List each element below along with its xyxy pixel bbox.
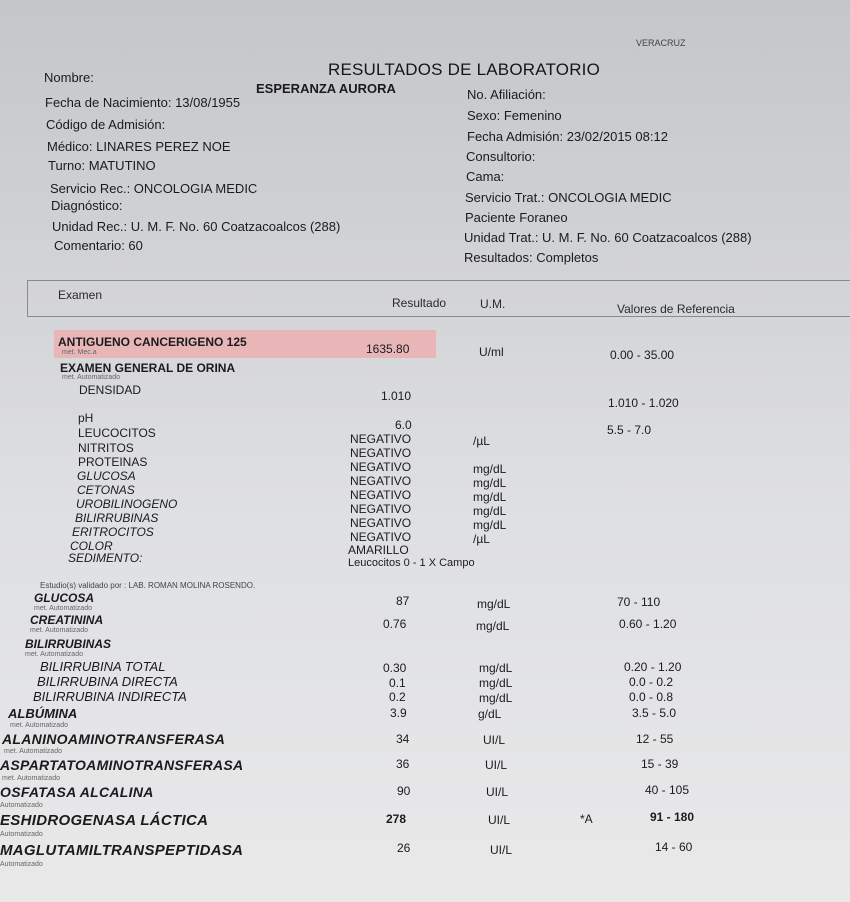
urine-method: met. Automatizado: [62, 374, 120, 381]
glucosa-result: 87: [396, 594, 410, 608]
albumina-unit: g/dL: [478, 707, 502, 721]
fa-method: Automatizado: [0, 802, 43, 809]
bili-directa-ref: 0.0 - 0.2: [629, 675, 674, 689]
urine-name-color: COLOR: [70, 539, 113, 553]
urine-unit-proteinas: mg/dL: [473, 462, 507, 476]
alt-result: 34: [396, 732, 410, 746]
albumina-result: 3.9: [390, 706, 407, 720]
creatinina-ref: 0.60 - 1.20: [619, 617, 677, 631]
urine-result-color: AMARILLO: [348, 543, 409, 557]
dhl-name: ESHIDROGENASA LÁCTICA: [0, 812, 209, 829]
creatinina-unit: mg/dL: [476, 619, 510, 633]
urine-unit-leucocitos: /µL: [473, 434, 490, 448]
urine-result-ph: 6.0: [395, 418, 412, 432]
ca125-method: met. Mec.a: [62, 349, 97, 356]
patient-name: ESPERANZA AURORA: [256, 81, 396, 96]
ca125-unit: U/ml: [479, 345, 504, 359]
urine-title: EXAMEN GENERAL DE ORINA: [60, 361, 236, 375]
creatinina-method: met. Automatizado: [30, 627, 88, 634]
state-label: VERACRUZ: [636, 38, 686, 48]
field-afiliacion: No. Afiliación:: [467, 87, 546, 102]
albumina-name: ALBÚMINA: [8, 706, 78, 721]
urine-name-proteinas: PROTEINAS: [78, 455, 148, 469]
urine-unit-urobilinogeno: mg/dL: [473, 504, 507, 518]
fa-name: OSFATASA ALCALINA: [0, 784, 154, 800]
validated-by: Estudio(s) validado por : LAB. ROMAN MOLINA ROSENDO.: [40, 581, 256, 590]
field-diagnostico: Diagnóstico:: [51, 198, 123, 213]
urine-name-glucosa: GLUCOSA: [77, 469, 136, 483]
col-resultado: Resultado: [392, 296, 447, 310]
fa-result: 90: [397, 784, 411, 798]
field-unidad-trat: Unidad Trat.: U. M. F. No. 60 Coatzacoalcos (288): [464, 230, 752, 245]
urine-unit-bilirrubinas: mg/dL: [473, 518, 507, 532]
col-um: U.M.: [480, 297, 506, 311]
dhl-ref: 91 - 180: [650, 810, 695, 824]
field-resultados: Resultados: Completos: [464, 250, 599, 265]
dhl-method: Automatizado: [0, 831, 43, 838]
urine-name-leucocitos: LEUCOCITOS: [78, 426, 156, 440]
field-unidad-rec: Unidad Rec.: U. M. F. No. 60 Coatzacoalcos (288): [52, 219, 341, 234]
alt-unit: UI/L: [483, 733, 506, 747]
albumina-ref: 3.5 - 5.0: [632, 706, 677, 720]
ggt-ref: 14 - 60: [655, 840, 693, 854]
alt-name: ALANINOAMINOTRANSFERASA: [2, 731, 226, 747]
urine-result-nitritos: NEGATIVO: [350, 446, 412, 460]
ast-name: ASPARTATOAMINOTRANSFERASA: [0, 757, 244, 773]
ast-result: 36: [396, 757, 410, 771]
fa-unit: UI/L: [486, 785, 509, 799]
field-servicio-trat: Servicio Trat.: ONCOLOGIA MEDIC: [465, 190, 672, 205]
bili-title: BILIRRUBINAS: [25, 637, 111, 651]
ggt-name: MAGLUTAMILTRANSPEPTIDASA: [0, 842, 244, 859]
bili-directa-name: BILIRRUBINA DIRECTA: [37, 674, 178, 689]
urine-result-proteinas: NEGATIVO: [350, 460, 412, 474]
alt-ref: 12 - 55: [636, 732, 674, 746]
creatinina-result: 0.76: [383, 617, 407, 631]
header-rule-top: [27, 280, 850, 281]
bili-directa-result: 0.1: [389, 676, 406, 690]
urine-unit-glucosa: mg/dL: [473, 476, 507, 490]
urine-name-ph: pH: [78, 411, 94, 425]
urine-result-densidad: 1.010: [381, 389, 412, 403]
urine-name-cetonas: CETONAS: [77, 483, 135, 497]
ca125-result: 1635.80: [366, 342, 410, 356]
bili-indirecta-result: 0.2: [389, 690, 406, 704]
field-servicio-rec: Servicio Rec.: ONCOLOGIA MEDIC: [50, 181, 258, 196]
bili-directa-unit: mg/dL: [479, 676, 513, 690]
glucosa-ref: 70 - 110: [617, 595, 661, 609]
ast-ref: 15 - 39: [641, 757, 679, 771]
col-referencia: Valores de Referencia: [617, 302, 735, 316]
ggt-method: Automatizado: [0, 861, 43, 868]
header-rule-left: [27, 280, 28, 317]
dhl-flag: *A: [580, 812, 593, 826]
glucosa-name: GLUCOSA: [34, 591, 94, 605]
urine-name-bilirrubinas: BILIRRUBINAS: [75, 511, 159, 525]
bili-total-ref: 0.20 - 1.20: [624, 660, 682, 674]
ast-unit: UI/L: [485, 758, 508, 772]
field-nombre: Nombre:: [44, 70, 94, 85]
field-turno: Turno: MATUTINO: [48, 158, 156, 173]
bili-indirecta-ref: 0.0 - 0.8: [629, 690, 674, 704]
urine-result-urobilinogeno: NEGATIVO: [350, 502, 412, 516]
field-medico: Médico: LINARES PEREZ NOE: [47, 139, 231, 154]
dhl-unit: UI/L: [488, 813, 511, 827]
urine-ref-ph: 5.5 - 7.0: [607, 423, 652, 437]
glucosa-method: met. Automatizado: [34, 605, 92, 612]
field-comentario: Comentario: 60: [54, 238, 143, 253]
col-examen: Examen: [58, 288, 103, 302]
urine-result-glucosa: NEGATIVO: [350, 474, 412, 488]
bili-indirecta-name: BILIRRUBINA INDIRECTA: [33, 689, 187, 704]
fa-ref: 40 - 105: [645, 783, 690, 797]
field-fecha-nacimiento: Fecha de Nacimiento: 13/08/1955: [45, 95, 241, 110]
field-codigo-admision: Código de Admisión:: [46, 117, 166, 132]
bili-method: met. Automatizado: [25, 651, 83, 658]
urine-name-sedimento: SEDIMENTO:: [68, 551, 143, 565]
creatinina-name: CREATININA: [30, 613, 104, 627]
dhl-result: 278: [386, 812, 407, 826]
ca125-name: ANTIGUENO CANCERIGENO 125: [58, 335, 247, 349]
urine-result-cetonas: NEGATIVO: [350, 488, 412, 502]
alt-method: met. Automatizado: [4, 748, 62, 755]
header-rule-bottom: [27, 316, 850, 317]
urine-name-urobilinogeno: UROBILINOGENO: [76, 497, 178, 511]
bili-total-result: 0.30: [383, 661, 407, 675]
report-title: RESULTADOS DE LABORATORIO: [328, 60, 601, 79]
glucosa-unit: mg/dL: [477, 597, 511, 611]
urine-name-eritrocitos: ERITROCITOS: [72, 525, 154, 539]
field-fecha-admision: Fecha Admisión: 23/02/2015 08:12: [467, 129, 668, 144]
field-cama: Cama:: [466, 169, 505, 184]
urine-unit-eritrocitos: /µL: [473, 532, 490, 546]
ca125-ref: 0.00 - 35.00: [610, 348, 675, 362]
field-consultorio: Consultorio:: [466, 149, 536, 164]
field-paciente-foraneo: Paciente Foraneo: [465, 210, 568, 225]
field-sexo: Sexo: Femenino: [467, 108, 562, 123]
bili-total-unit: mg/dL: [479, 661, 513, 675]
urine-result-leucocitos: NEGATIVO: [350, 432, 412, 446]
ggt-unit: UI/L: [490, 843, 513, 857]
bili-indirecta-unit: mg/dL: [479, 691, 513, 705]
urine-ref-densidad: 1.010 - 1.020: [608, 396, 679, 410]
urine-unit-cetonas: mg/dL: [473, 490, 507, 504]
urine-result-bilirrubinas: NEGATIVO: [350, 516, 412, 530]
urine-result-sedimento: Leucocitos 0 - 1 X Campo: [348, 557, 475, 569]
ast-method: met. Automatizado: [2, 775, 60, 782]
ggt-result: 26: [397, 841, 411, 855]
urine-result-eritrocitos: NEGATIVO: [350, 530, 412, 544]
bili-total-name: BILIRRUBINA TOTAL: [40, 659, 166, 674]
urine-name-densidad: DENSIDAD: [79, 383, 142, 397]
urine-name-nitritos: NITRITOS: [78, 441, 134, 455]
albumina-method: met. Automatizado: [10, 722, 68, 729]
